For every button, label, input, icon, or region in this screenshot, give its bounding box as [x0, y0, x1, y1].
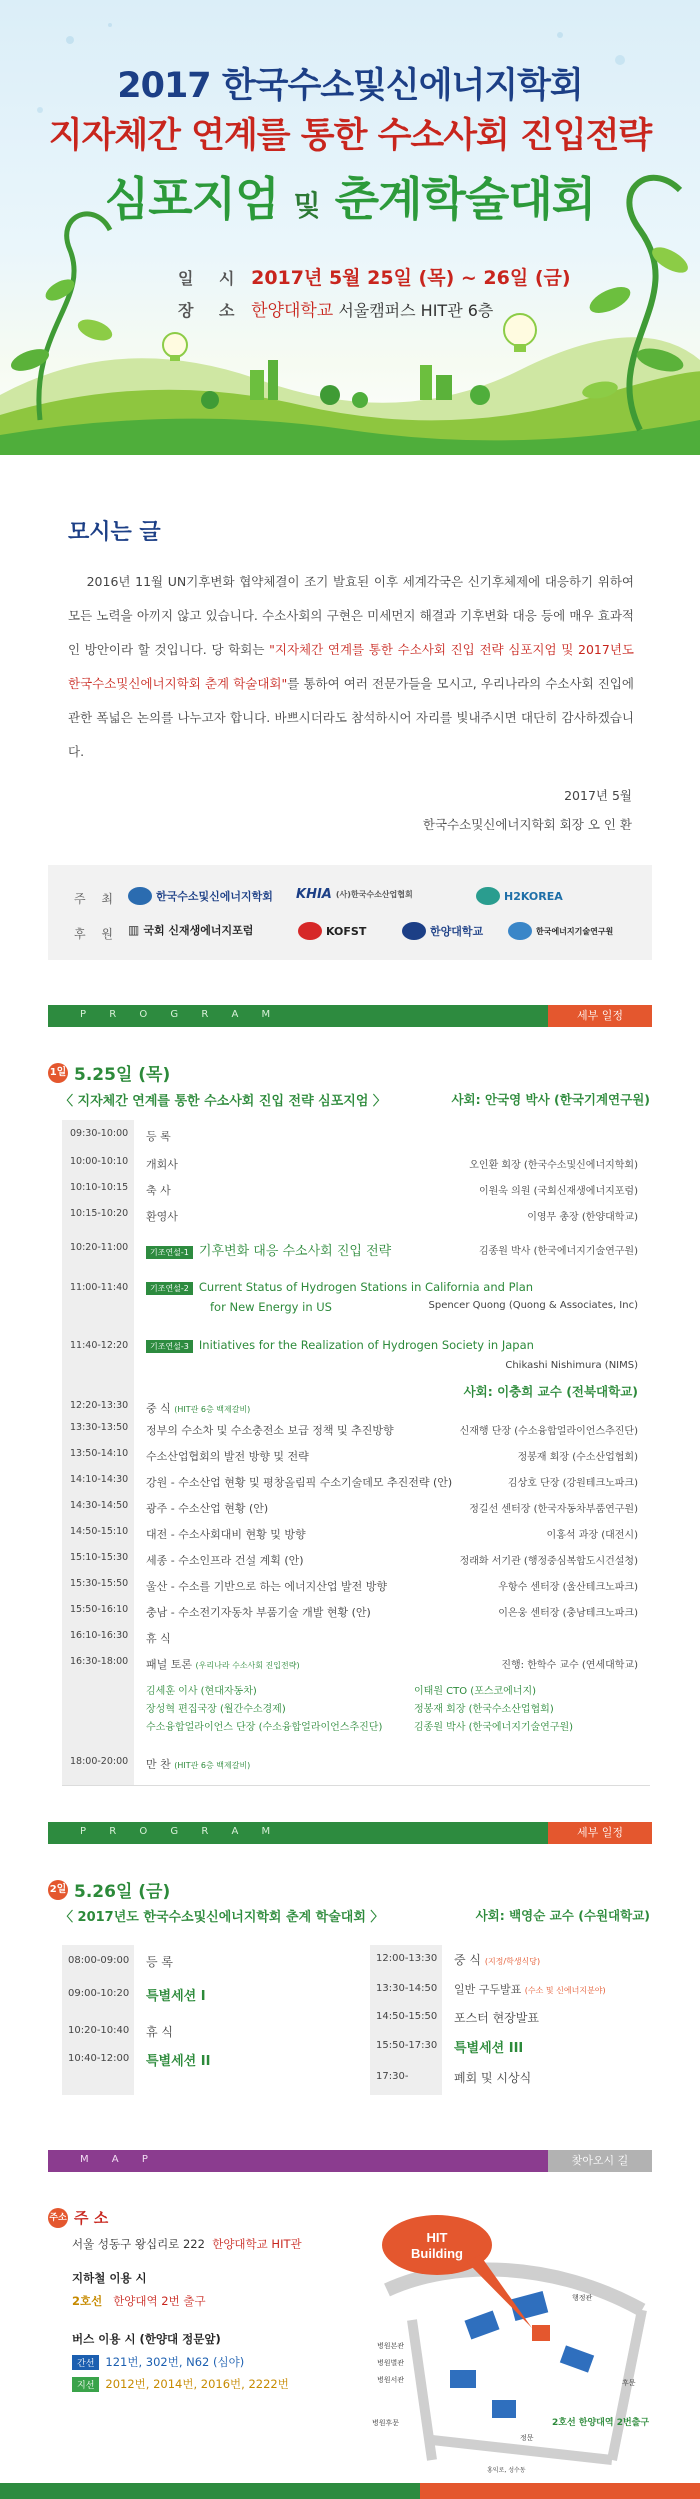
- host-khia: KHIA (사)한국수소산업협회: [296, 887, 413, 902]
- program-bar-label: P R O G R A M: [80, 1826, 281, 1837]
- organizers-box: [48, 865, 652, 960]
- map-bar: [48, 2150, 652, 2172]
- station-label: 2호선 한양대역 2번출구: [552, 2418, 650, 2428]
- date-label: 일 시: [178, 269, 245, 288]
- support-assembly: ▥ 국회 신재생에너지포럼: [128, 923, 254, 937]
- header-banner: [0, 0, 700, 455]
- program-bar-detail: 세부 일정: [548, 1822, 652, 1844]
- pin-icon: 주소: [48, 2208, 68, 2228]
- hit-callout-text: Building: [411, 2246, 463, 2261]
- day1-badge: 1일: [48, 1063, 68, 1083]
- header-title-line3: [0, 163, 700, 229]
- day1-session: 〈 지자체간 연계를 통한 수소사회 진입 전략 심포지엄 〉: [60, 1094, 386, 1109]
- program-bar-detail: 세부 일정: [548, 1005, 652, 1027]
- bus-title: 버스 이용 시 (한양대 정문앞): [72, 2332, 221, 2346]
- map-label: 행정관: [572, 2294, 593, 2302]
- header-symposium: 심포지엄: [104, 172, 279, 226]
- day2-date: 5.26일 (금): [74, 1882, 171, 1902]
- day1-date: 5.25일 (목): [74, 1065, 171, 1085]
- hit-callout-text: HIT: [426, 2230, 448, 2245]
- support-label: 후 원: [74, 927, 119, 941]
- map-bar-detail: 찾아오시 길: [548, 2150, 652, 2172]
- place-main: 한양대학교: [251, 301, 334, 321]
- date-value: 2017년 5월 25일 (목) ~ 26일 (금): [251, 267, 571, 289]
- map-bar-label: M A P: [80, 2154, 158, 2165]
- header-conference: 춘계학술대회: [334, 172, 596, 226]
- khnes-logo-icon: [128, 887, 152, 905]
- map-label: 정문: [520, 2434, 534, 2442]
- invitation-signature: 한국수소및신에너지학회 회장 오 인 환: [422, 817, 632, 832]
- map-label: 홍익로, 성수동: [487, 2467, 526, 2474]
- support-hanyang: 한양대학교: [402, 922, 483, 940]
- h2korea-logo-icon: [476, 887, 500, 905]
- day2-schedule: 08:00-09:00 등 록 09:00-10:20 특별세션 I 10:20-10:40 휴 식 10:40-12:00 특별세션 II 12:00-13:30 중 식 (지정/학생식당) 13:30-14:50 일반 구두발표 (수소 및 신에너지분야) 14:50-15:50 포스터 현장발표 15:50-17:30 특별세션 III 17:30- 폐회 및 시상식: [62, 1945, 650, 2095]
- program-bar-day2: [48, 1822, 652, 1844]
- program-bar-day1: [48, 1005, 652, 1027]
- day2-session: 〈 2017년도 한국수소및신에너지학회 춘계 학술대회 〉: [60, 1910, 384, 1925]
- day2-heading: [48, 1877, 170, 1902]
- hanyang-logo-icon: [402, 922, 426, 940]
- day1-chair: 사회: 안국영 박사 (한국기계연구원): [451, 1092, 650, 1107]
- invitation-body: [68, 565, 634, 769]
- program-bar-label: P R O G R A M: [80, 1009, 281, 1020]
- keynote-tag: 기조연설-2: [146, 1282, 193, 1295]
- event-date: [178, 263, 571, 290]
- address-text: 서울 성동구 왕십리로 222 한양대학교 HIT관: [72, 2237, 302, 2251]
- map-label: 후문: [622, 2379, 636, 2387]
- host-h2korea: H2KOREA: [476, 887, 563, 905]
- host-khnes: 한국수소및신에너지학회: [128, 887, 273, 905]
- divider: [62, 1785, 650, 1786]
- campus-map: [372, 2200, 672, 2480]
- invitation-text-1: 2016년 11월 UN기후변화 협약체결이 조기 발효된 이후 세계각국은 신기후체제에 대응하기 위하여 모든 노력을 아끼지 않고 있습니다. 수소사회의 구현은 미세먼지 해결과 기후변화 대응 등에 매우 효과적인 방안이라 할 것입니다. 당 학회는: [68, 574, 634, 657]
- map-label: 병원후문: [372, 2419, 400, 2427]
- header-title-line2: 지자체간 연계를 통한 수소사회 진입전략: [48, 116, 652, 156]
- header-title-line1: 2017 한국수소및신에너지학회: [117, 66, 583, 106]
- support-kofst: KOFST: [298, 922, 366, 940]
- keynote-tag: 기조연설-3: [146, 1340, 193, 1353]
- kier-logo-icon: [508, 922, 532, 940]
- invitation-highlight: "지자체간 연계를 통한 수소사회 진입 전략 심포지엄 및 2017년도 한국수소및신에너지학회 춘계 학술대회": [68, 642, 634, 691]
- footer-bar: [0, 2483, 700, 2499]
- subway-info: 2호선 한양대역 2번 출구: [72, 2294, 206, 2308]
- host-label: 주 최: [74, 892, 119, 906]
- address-heading: [48, 2207, 108, 2228]
- kofst-logo-icon: [298, 922, 322, 940]
- header-and: 및: [293, 189, 320, 222]
- khia-logo-icon: KHIA: [296, 887, 332, 902]
- day1-heading: [48, 1060, 170, 1085]
- address-title: 주 소: [74, 2209, 109, 2227]
- invitation-title: 모시는 글: [68, 520, 161, 545]
- map-label: 병원별관: [377, 2359, 405, 2367]
- keynote-tag: 기조연설-1: [146, 1246, 193, 1259]
- day2-left-time-column: [62, 1945, 134, 2095]
- day2-badge: 2일: [48, 1880, 68, 1900]
- invitation-date: 2017년 5월: [564, 788, 632, 803]
- event-place: [178, 296, 493, 321]
- place-sub: 서울캠퍼스 HIT관 6층: [338, 301, 494, 320]
- map-label: 병원서관: [377, 2376, 405, 2384]
- bus-branch: 지선 2012번, 2014번, 2016번, 2222번: [72, 2376, 289, 2392]
- assembly-logo-icon: ▥: [128, 923, 140, 937]
- invitation-text-2: 를 통하여 여러 전문가들을 모시고, 우리나라의 수소사회 진입에 관한 폭넓은 논의를 나누고자 합니다. 바쁘시더라도 참석하시어 자리를 빛내주시면 대단히 감사하겠습니다.: [68, 676, 634, 759]
- map-label: 병원본관: [377, 2342, 405, 2350]
- support-kier: 한국에너지기술연구원: [508, 922, 613, 940]
- place-label: 장 소: [178, 301, 245, 320]
- subway-title: 지하철 이용 시: [72, 2271, 147, 2285]
- bus-trunk: 간선 121번, 302번, N62 (심야): [72, 2354, 244, 2370]
- day2-chair: 사회: 백영순 교수 (수원대학교): [475, 1908, 650, 1923]
- hit-building-marker: [532, 2325, 550, 2341]
